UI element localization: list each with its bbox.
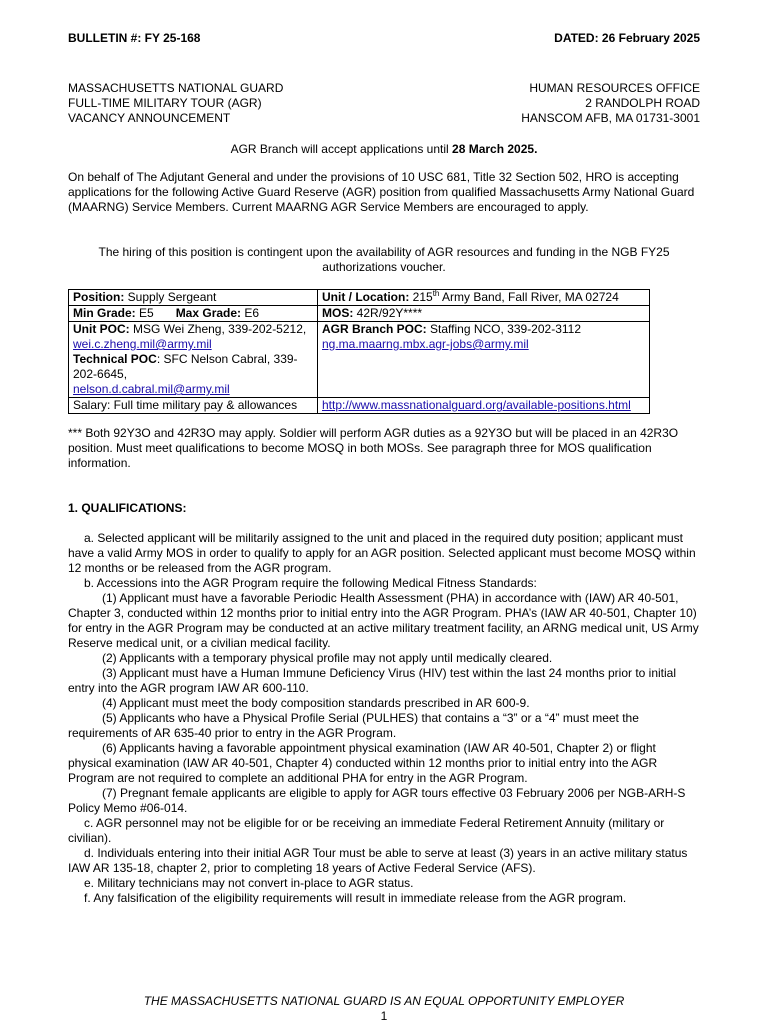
position-info-table — [68, 289, 650, 414]
max-grade-value: E6 — [241, 306, 260, 320]
deadline-prefix: AGR Branch will accept applications until — [230, 142, 453, 156]
salary-cell — [69, 398, 318, 414]
agr-poc-cell — [318, 322, 650, 398]
address-left — [68, 81, 283, 126]
salary-text: Salary: Full time military pay & allowances — [73, 398, 298, 412]
poc-cell — [69, 322, 318, 398]
address-block — [68, 81, 700, 126]
tech-poc-value: : SFC Nelson Cabral, 339-202-6645, — [73, 352, 298, 381]
qualification-subitem: (4) Applicant must meet the body composition standards prescribed in AR 600-9. — [102, 696, 530, 710]
positions-url-link[interactable]: http://www.massnationalguard.org/available-positions.html — [322, 398, 631, 412]
qualifications-list — [68, 531, 700, 906]
position-label: Position: — [73, 290, 125, 304]
agr-poc-label: AGR Branch POC: — [322, 322, 427, 336]
mos-label: MOS: — [322, 306, 354, 320]
max-grade-label: Max Grade: — [175, 306, 242, 320]
address-left-line: VACANCY ANNOUNCEMENT — [68, 111, 231, 125]
mos-cell — [318, 306, 650, 322]
address-left-line: FULL-TIME MILITARY TOUR (AGR) — [68, 96, 262, 110]
qualification-item: a. Selected applicant will be militarily assigned to the unit and placed in the required duty position; applicant must have a valid Army MOS in order to qualify to apply for an AGR position. Selected applicant must become MOSQ within 12 months or be released from the AGR program. — [68, 531, 696, 575]
qualification-item: f. Any falsification of the eligibility requirements will result in immediate release from the AGR program. — [84, 891, 627, 905]
unit-poc-value: MSG Wei Zheng, 339-202-5212, — [129, 322, 307, 336]
agr-poc-value: Staffing NCO, 339-202-3112 — [426, 322, 582, 336]
qualification-item: e. Military technicians may not convert in-place to AGR status. — [84, 876, 414, 890]
unit-poc-label: Unit POC: — [73, 322, 130, 336]
qualification-item: b. Accessions into the AGR Program require the following Medical Fitness Standards: — [84, 576, 537, 590]
bulletin-number: BULLETIN #: FY 25-168 — [68, 31, 201, 45]
eoe-footer: THE MASSACHUSETTS NATIONAL GUARD IS AN EQUAL OPPORTUNITY EMPLOYER — [143, 994, 625, 1008]
bulletin-header — [68, 31, 700, 46]
address-left-line: MASSACHUSETTS NATIONAL GUARD — [68, 81, 284, 95]
qualification-subitem: (1) Applicant must have a favorable Periodic Health Assessment (PHA) in accordance with (IAW) AR 40-501, Chapter 3, conducted within 12 months prior to initial entry into the AGR Program. PHA’s (IAW AR 40-501, Chapter 10) for entry in the AGR Program may be conducted at an active military treatment facility, an ARNG medical unit, US Army Reserve medical unit, or a civilian medical facility. — [68, 591, 699, 650]
tech-poc-email-link[interactable]: nelson.d.cabral.mil@army.mil — [73, 382, 230, 396]
contingency-paragraph: The hiring of this position is contingent upon the availability of AGR resources and funding in the NGB FY25 authorizations voucher. — [98, 245, 670, 274]
qualifications-heading: 1. QUALIFICATIONS: — [68, 501, 187, 515]
position-value: Supply Sergeant — [124, 290, 217, 304]
intro-paragraph: On behalf of The Adjutant General and under the provisions of 10 USC 681, Title 32 Section 502, HRO is accepting applications for the following Active Guard Reserve (AGR) position from qualified Massachusetts Army National Guard (MAARNG) Service Members. Current MAARNG AGR Service Members are encouraged to apply. — [68, 170, 695, 214]
grade-cell — [69, 306, 318, 322]
unit-poc-email-link[interactable]: wei.c.zheng.mil@army.mil — [73, 337, 212, 351]
qualification-subitem: (2) Applicants with a temporary physical profile may not apply until medically cleared. — [102, 651, 553, 665]
address-right-line: HUMAN RESOURCES OFFICE — [529, 81, 700, 95]
address-right — [521, 81, 700, 126]
qualification-item: d. Individuals entering into their initial AGR Tour must be able to serve at least (3) years in an active military status IAW AR 135-18, chapter 2, prior to completing 18 years of Active Federal Service (AFS). — [68, 846, 688, 875]
unit-location-cell — [318, 290, 650, 306]
qualification-subitem: (7) Pregnant female applicants are eligible to apply for AGR tours effective 03 February 2006 per NGB-ARH-S Policy Memo #06-014. — [68, 786, 686, 815]
min-grade-value: E5 — [135, 306, 154, 320]
unit-location-label: Unit / Location: — [322, 290, 410, 304]
address-right-line: HANSCOM AFB, MA 01731-3001 — [521, 111, 700, 125]
address-right-line: 2 RANDOLPH ROAD — [585, 96, 700, 110]
unit-location-value-rest: Army Band, Fall River, MA 02724 — [439, 290, 619, 304]
qualification-subitem: (6) Applicants having a favorable appointment physical examination (IAW AR 40-501, Chapter 2) or flight physical examination (IAW AR 40-501, Chapter 4) conducted within 12 months prior to initial entry into the AGR Program are not required to complete an additional PHA for entry in the AGR Program. — [68, 741, 658, 785]
qualification-item: c. AGR personnel may not be eligible for or be receiving an immediate Federal Retirement Annuity (military or civilian). — [68, 816, 665, 845]
unit-location-value: 215 — [409, 290, 433, 304]
min-grade-label: Min Grade: — [73, 306, 136, 320]
application-deadline — [68, 142, 700, 157]
qualification-subitem: (3) Applicant must have a Human Immune Deficiency Virus (HIV) test within the last 24 months prior to initial entry into the AGR program IAW AR 600-110. — [68, 666, 677, 695]
deadline-date: 28 March 2025. — [452, 142, 538, 156]
agr-poc-email-link[interactable]: ng.ma.maarng.mbx.agr-jobs@army.mil — [322, 337, 529, 351]
tech-poc-label: Technical POC — [73, 352, 157, 366]
position-cell — [69, 290, 318, 306]
page-number: 1 — [380, 1009, 388, 1023]
mos-note: *** Both 92Y3O and 42R3O may apply. Soldier will perform AGR duties as a 92Y3O but will be placed in an 42R3O position. Must meet qualifications to become MOSQ in both MOSs. See paragraph three for MOS qualification information. — [68, 426, 679, 470]
document-page — [68, 0, 700, 1024]
bulletin-date: DATED: 26 February 2025 — [554, 31, 700, 45]
unit-location-sup: th — [432, 289, 440, 298]
qualification-subitem: (5) Applicants who have a Physical Profile Serial (PULHES) that contains a “3” or a “4” must meet the requirements of AR 635-40 prior to entry in the AGR Program. — [68, 711, 639, 740]
mos-value: 42R/92Y**** — [353, 306, 423, 320]
url-cell — [318, 398, 650, 414]
